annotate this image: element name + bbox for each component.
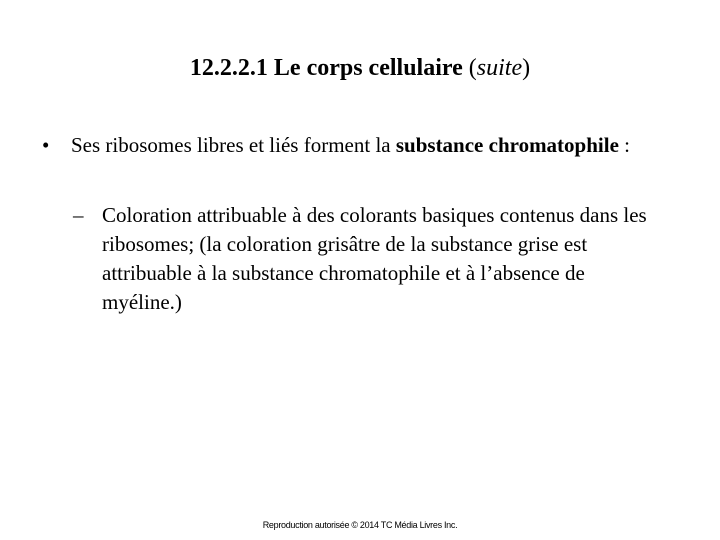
sub-bullet-text: Coloration attribuable à des colorants basiques contenus dans les ribosomes; (la coloration grisâtre de la substance grise est attribuable à la substance chromatophile et à l’absence de myéline.) [102, 203, 647, 314]
title-paren-close: ) [522, 55, 531, 81]
bullet-text-lead: Ses ribosomes libres et liés forment la [71, 133, 396, 157]
bullet-bold-term: substance chromatophile [395, 133, 619, 157]
sub-bullet-marker: – [73, 203, 84, 227]
bullet-marker: • [42, 133, 50, 157]
footer-credit: Reproduction autorisée © 2014 TC Média Livres Inc. [262, 520, 458, 530]
bullet-text [71, 131, 682, 160]
slide-title [0, 50, 720, 86]
bullet-text-tail: : [618, 133, 630, 157]
sub-bullet-coloration [73, 201, 663, 317]
title-paren-open: ( [462, 55, 477, 81]
bullet-ribosomes [42, 131, 682, 160]
title-suite: suite [476, 55, 523, 81]
title-heading: 12.2.2.1 Le corps cellulaire [189, 55, 463, 81]
